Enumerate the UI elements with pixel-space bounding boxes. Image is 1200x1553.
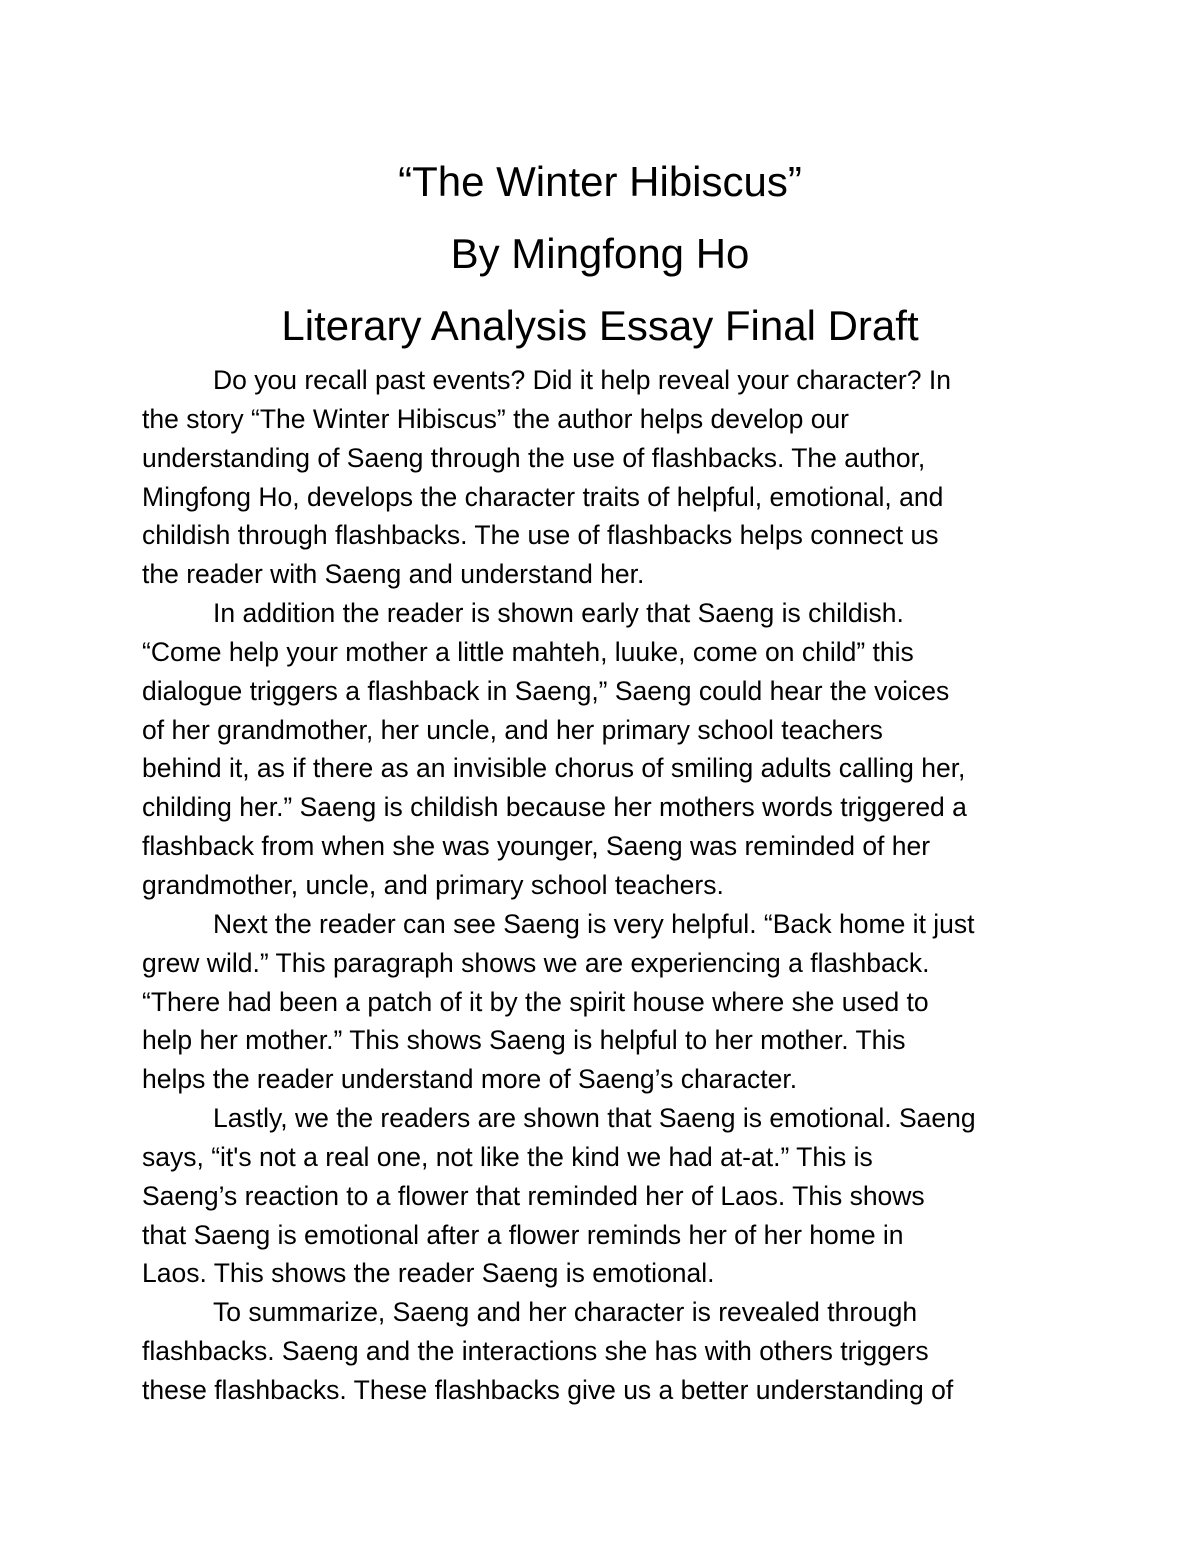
text-line: the story “The Winter Hibiscus” the author helps develop our (142, 403, 849, 434)
paragraph-childish (142, 594, 1072, 905)
text-line: Lastly, we the readers are shown that Saeng is emotional. Saeng (213, 1103, 976, 1134)
paragraph-summary (142, 1293, 1072, 1410)
text-line: Mingfong Ho, develops the character traits of helpful, emotional, and (142, 481, 944, 512)
paragraph-helpful (142, 905, 1072, 1099)
essay-heading: Literary Analysis Essay Final Draft (281, 302, 919, 349)
text-line: help her mother.” This shows Saeng is helpful to her mother. This (142, 1025, 906, 1056)
text-line: Saeng’s reaction to a flower that reminded her of Laos. This shows (142, 1180, 925, 1211)
text-line: dialogue triggers a flashback in Saeng,” Saeng could hear the voices (142, 675, 950, 706)
text-line: helps the reader understand more of Saeng’s character. (142, 1064, 798, 1095)
author-line: By Mingfong Ho (450, 230, 750, 277)
text-line: Laos. This shows the reader Saeng is emotional. (142, 1258, 715, 1289)
text-line: understanding of Saeng through the use of flashbacks. The author, (142, 442, 926, 473)
text-line: these flashbacks. These flashbacks give us a better understanding of (142, 1374, 954, 1405)
text-line: that Saeng is emotional after a flower reminds her of her home in (142, 1219, 904, 1250)
text-line: “Come help your mother a little mahteh, luuke, come on child” this (142, 636, 914, 667)
text-line: says, “it's not a real one, not like the kind we had at-at.” This is (142, 1141, 873, 1172)
text-line: flashbacks. Saeng and the interactions she has with others triggers (142, 1336, 929, 1367)
text-line: Next the reader can see Saeng is very helpful. “Back home it just (213, 908, 975, 939)
text-line: of her grandmother, her uncle, and her primary school teachers (142, 714, 883, 745)
text-line: flashback from when she was younger, Saeng was reminded of her (142, 831, 931, 862)
paragraph-emotional (142, 1099, 1072, 1293)
text-line: In addition the reader is shown early that Saeng is childish. (213, 598, 904, 629)
text-line: childing her.” Saeng is childish because her mothers words triggered a (142, 792, 967, 823)
text-line: “There had been a patch of it by the spirit house where she used to (142, 986, 929, 1017)
text-line: grandmother, uncle, and primary school teachers. (142, 869, 724, 900)
text-line: grew wild.” This paragraph shows we are experiencing a flashback. (142, 947, 930, 978)
text-line: childish through flashbacks. The use of flashbacks helps connect us (142, 520, 939, 551)
text-line: behind it, as if there as an invisible chorus of smiling adults calling her, (142, 753, 966, 784)
text-line: To summarize, Saeng and her character is revealed through (213, 1297, 918, 1328)
text-line: Do you recall past events? Did it help reveal your character? In (213, 365, 951, 395)
title-block (0, 146, 1200, 362)
text-line: the reader with Saeng and understand her. (142, 559, 645, 590)
essay-body (142, 361, 1072, 1410)
paragraph-introduction (142, 361, 1072, 594)
story-title: “The Winter Hibiscus” (398, 158, 802, 205)
